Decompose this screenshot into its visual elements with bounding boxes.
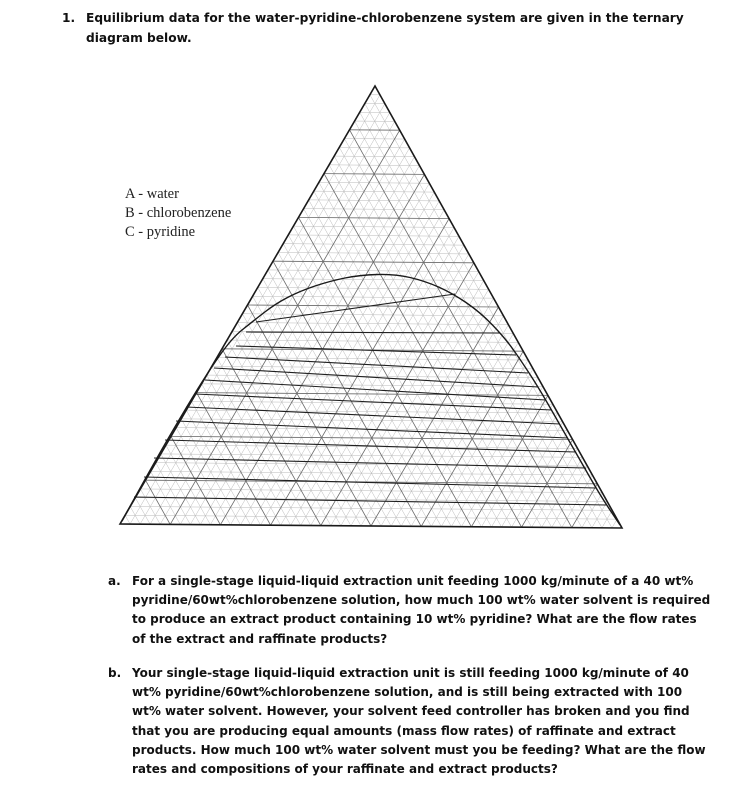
part-a-text: For a single-stage liquid-liquid extraction unit feeding 1000 kg/minute of a 40 wt% pyridine/60wt%chlorobenzene solution, how much 100 wt% water solvent is required to produce an extract product containing 10 wt% pyridine? What are the flow rates of the extract and raffinate products?	[132, 574, 711, 646]
grid-line	[471, 395, 548, 526]
grid-line	[176, 428, 230, 525]
binodal-curve	[122, 274, 620, 525]
grid-line	[351, 289, 489, 526]
grid-line	[299, 217, 450, 218]
tie-line	[144, 477, 596, 488]
grid-line	[212, 366, 533, 369]
grid-line	[166, 445, 210, 525]
grid-line	[329, 165, 419, 166]
grid-line	[288, 235, 459, 236]
grid-line	[391, 325, 508, 526]
question-text: Equilibrium data for the water-pyridine-chlorobenzene system are given in the ternary diagram below.	[86, 11, 684, 45]
tie-line	[246, 332, 500, 333]
question-number: 1.	[62, 11, 76, 25]
part-b-text: Your single-stage liquid-liquid extraction unit is still feeding 1000 kg/minute of 40 wt% pyridine/60wt%chlorobenzene solution, and is still being extracted with 100 wt% water solvent. However, your solvent feed controller has broken and you find that you are producing equal amounts (mass flow rates) of raffinate and extract products. How much 100 wt% water solvent must you be feeding? What are the flow rates and compositions of your raffinate and extract products?	[132, 666, 706, 777]
grid-line	[319, 182, 512, 527]
grid-line	[431, 360, 528, 526]
grid-line	[331, 272, 479, 526]
grid-line	[324, 174, 424, 175]
grid-line	[227, 340, 331, 526]
grid-line	[339, 147, 551, 527]
tie-line	[186, 407, 560, 424]
grid-line	[572, 484, 598, 528]
grid-line	[242, 314, 361, 526]
grid-line	[552, 466, 588, 527]
grid-line	[370, 95, 612, 528]
grid-line	[227, 340, 518, 342]
legend-water: A - water	[125, 186, 179, 202]
grid-line	[319, 182, 429, 183]
grid-line	[248, 305, 372, 526]
grid-line	[125, 515, 617, 519]
grid-line	[512, 431, 568, 527]
grid-line	[271, 219, 450, 526]
legend-pyridine: C - pyridine	[125, 224, 196, 240]
part-a-label: a.	[108, 574, 121, 588]
grid-line	[401, 334, 513, 527]
tie-line	[225, 357, 528, 373]
grid-line	[186, 410, 250, 525]
grid-line	[210, 166, 419, 525]
grid-line	[125, 515, 130, 524]
grid-line	[309, 200, 492, 527]
part-a	[108, 572, 713, 649]
grid-line	[268, 270, 479, 272]
grid-line	[146, 480, 171, 524]
grid-line	[299, 217, 472, 526]
grid-line	[197, 393, 548, 396]
legend-chlorobenzene: B - chlorobenzene	[125, 205, 232, 221]
part-b	[108, 664, 713, 779]
grid-line	[334, 156, 414, 157]
grid-line	[278, 252, 469, 254]
grid-line	[170, 130, 400, 524]
grid-line	[263, 279, 484, 281]
part-b-label: b.	[108, 666, 122, 680]
grid-line	[350, 130, 572, 528]
grid-line	[186, 410, 557, 413]
tie-line	[176, 421, 568, 438]
grid-line	[273, 261, 421, 526]
grid-line	[258, 287, 489, 289]
